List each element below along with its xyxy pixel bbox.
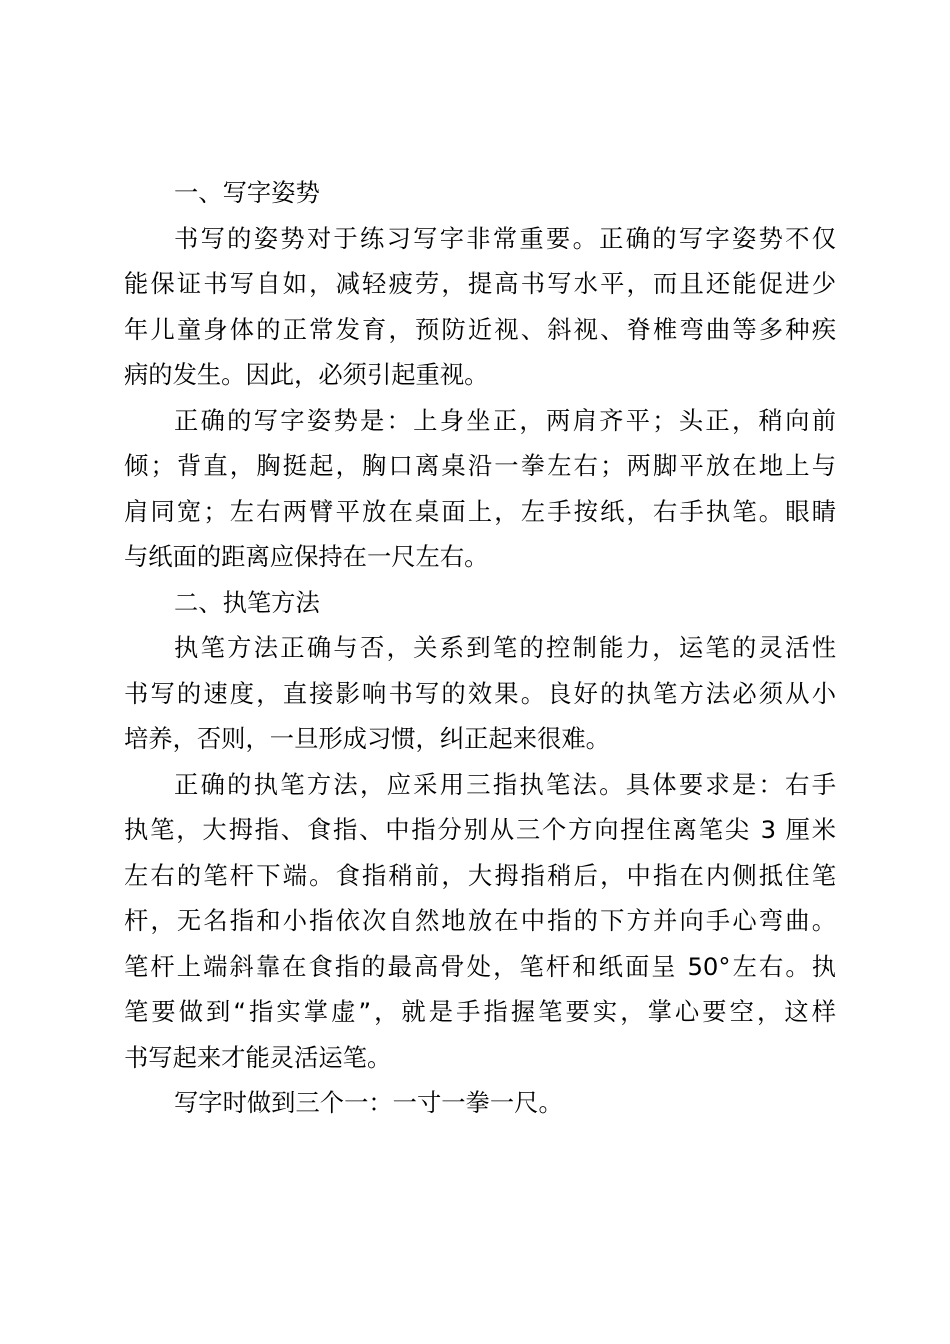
paragraph-line: 执笔方法正确与否，关系到笔的控制能力，运笔的灵活性 xyxy=(174,633,836,662)
paragraph-line: 书写的姿势对于练习写字非常重要。正确的写字姿势不仅 xyxy=(174,223,836,253)
paragraph-line: 执笔，大拇指、食指、中指分别从三个方向捏住离笔尖 3 厘米 xyxy=(124,815,836,844)
paragraph-line: 书写起来才能灵活运笔。 xyxy=(124,1042,392,1072)
paragraph-line: 笔杆上端斜靠在食指的最高骨处，笔杆和纸面呈 50°左右。执 xyxy=(124,951,836,981)
paragraph-line: 正确的执笔方法，应采用三指执笔法。具体要求是：右手 xyxy=(174,769,836,799)
section-heading: 一、写字姿势 xyxy=(174,178,320,207)
paragraph-line: 正确的写字姿势是：上身坐正，两肩齐平；头正，稍向前 xyxy=(174,405,836,435)
paragraph-line: 年儿童身体的正常发育，预防近视、斜视、脊椎弯曲等多种疾 xyxy=(124,314,836,344)
paragraph-line: 病的发生。因此，必须引起重视。 xyxy=(124,360,489,389)
paragraph-line: 倾；背直，胸挺起，胸口离桌沿一拳左右；两脚平放在地上与 xyxy=(124,451,836,480)
paragraph-line: 与纸面的距离应保持在一尺左右。 xyxy=(124,542,489,571)
paragraph-line: 能保证书写自如，减轻疲劳，提高书写水平，而且还能促进少 xyxy=(124,269,836,298)
paragraph-line: 杆，无名指和小指依次自然地放在中指的下方并向手心弯曲。 xyxy=(124,906,836,935)
paragraph-line: 写字时做到三个一：一寸一拳一尺。 xyxy=(174,1088,563,1117)
paragraph-line: 培养，否则，一旦形成习惯，纠正起来很难。 xyxy=(124,724,610,753)
paragraph-line: 肩同宽；左右两臂平放在桌面上，左手按纸，右手执笔。眼睛 xyxy=(124,496,836,526)
paragraph-line: 左右的笔杆下端。食指稍前，大拇指稍后，中指在内侧抵住笔 xyxy=(124,860,836,890)
document-body xyxy=(124,170,836,1126)
paragraph-line: 书写的速度，直接影响书写的效果。良好的执笔方法必须从小 xyxy=(124,678,836,708)
section-heading: 二、执笔方法 xyxy=(174,587,320,617)
paragraph-line: 笔要做到“指实掌虚”，就是手指握笔要实，掌心要空，这样 xyxy=(124,997,836,1026)
